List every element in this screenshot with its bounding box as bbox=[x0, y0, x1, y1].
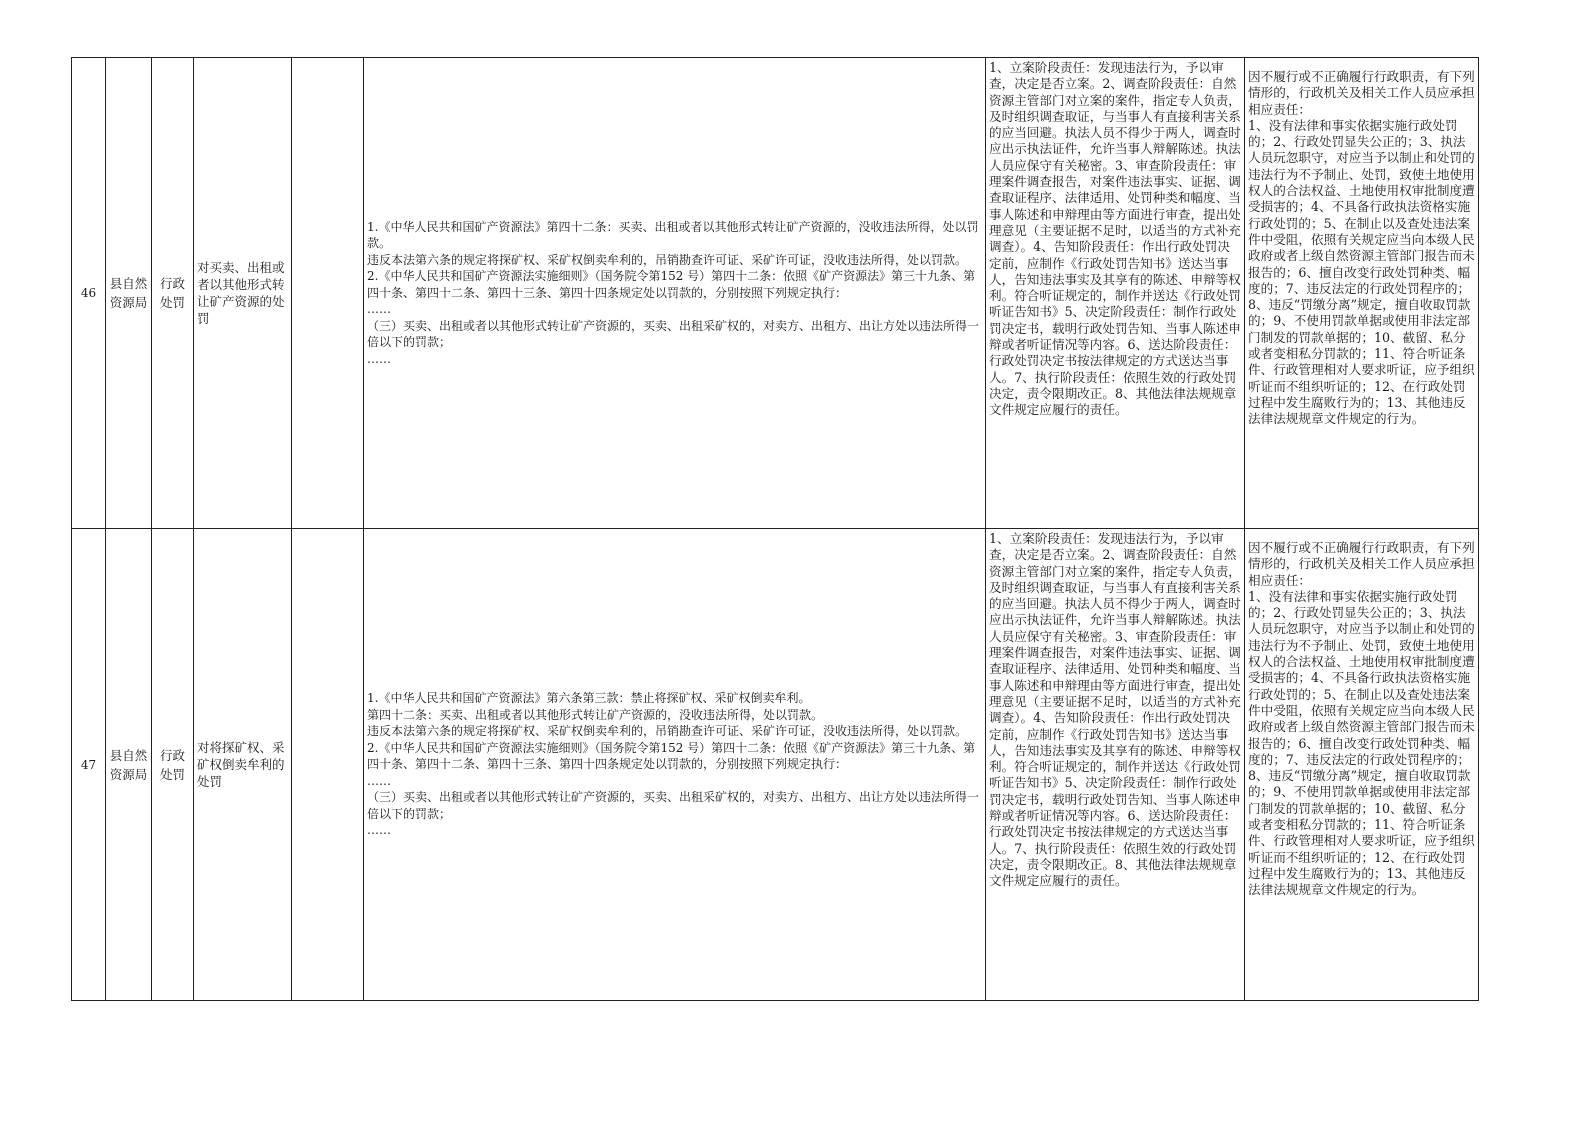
legal-basis-line: …… bbox=[367, 302, 391, 317]
item-name-cell: 对买卖、出租或者以其他形式转让矿产资源的处罚 bbox=[194, 58, 292, 529]
liability-intro: 因不履行或不正确履行行政职责，有下列情形的，行政机关及相关工作人员应承担相应责任： bbox=[1248, 540, 1475, 588]
legal-basis-line: 2.《中华人民共和国矿产资源法实施细则》（国务院令第152 号）第四十二条：依照《矿产资源法》第三十九条、第四十条、第四十二条、第四十三条、第四十四条规定处以罚款的，分别按照下列规定执行： bbox=[367, 269, 976, 300]
item-name-cell: 对将探矿权、采矿权倒卖牟利的处罚 bbox=[194, 529, 292, 1001]
sub-item-cell bbox=[292, 58, 364, 529]
category-cell: 行政处罚 bbox=[152, 529, 194, 1001]
table-row bbox=[72, 529, 1479, 1001]
category-cell: 行政处罚 bbox=[152, 58, 194, 529]
legal-basis-line: …… bbox=[367, 351, 391, 366]
liability-cell bbox=[1245, 529, 1479, 1001]
legal-basis-line: …… bbox=[367, 773, 391, 788]
legal-basis-line: 1.《中华人民共和国矿产资源法》第六条第三款：禁止将探矿权、采矿权倒卖牟利。 bbox=[367, 691, 811, 706]
legal-basis-line: 第四十二条：买卖、出租或者以其他形式转让矿产资源的，没收违法所得，处以罚款。 bbox=[367, 707, 824, 722]
legal-basis-line: 2.《中华人民共和国矿产资源法实施细则》（国务院令第152 号）第四十二条：依照《矿产资源法》第三十九条、第四十条、第四十二条、第四十三条、第四十四条规定处以罚款的，分别按照下列规定执行： bbox=[367, 740, 976, 772]
duty-cell: 1、立案阶段责任：发现违法行为，予以审查，决定是否立案。2、调查阶段责任：自然资源主管部门对立案的案件，指定专人负责，及时组织调查取证，与当事人有直接利害关系的应当回避。执法人员不得少于两人，调查时应出示执法证件，允许当事人辩解陈述。执法人员应保守有关秘密。3、审查阶段责任：审理案件调查报告，对案件违法事实、证据、调查取证程序、法律适用、处罚种类和幅度、当事人陈述和申辩理由等方面进行审查，提出处理意见（主要证据不足时，以适当的方式补充调查）。4、告知阶段责任：作出行政处罚决定前，应制作《行政处罚告知书》送达当事人，告知违法事实及其享有的陈述、申辩等权利。符合听证规定的，制作并送达《行政处罚听证告知书》5、决定阶段责任：制作行政处罚决定书，载明行政处罚告知、当事人陈述申辩或者听证情况等内容。6、送达阶段责任：行政处罚决定书按法律规定的方式送达当事人。7、执行阶段责任：依照生效的行政处罚决定，责令限期改正。8、其他法律法规规章文件规定应履行的责任。 bbox=[986, 529, 1245, 1001]
legal-basis-cell bbox=[364, 58, 986, 529]
legal-basis-line: 1.《中华人民共和国矿产资源法》第四十二条：买卖、出租或者以其他形式转让矿产资源的，没收违法所得，处以罚款。 bbox=[367, 219, 979, 251]
department-cell: 县自然资源局 bbox=[106, 529, 152, 1001]
liability-body: 1、没有法律和事实依据实施行政处罚的；2、行政处罚显失公正的；3、执法人员玩忽职守，对应当予以制止和处罚的违法行为不予制止、处罚，致使土地使用权人的合法权益、土地使用权审批制度遭受损害的；4、不具备行政执法资格实施行政处罚的；5、在制止以及查处违法案件中受阻，依照有关规定应当向本级人民政府或者上级自然资源主管部门报告而未报告的；6、擅自改变行政处罚种类、幅度的；7、违反法定的行政处罚程序的；8、违反“罚缴分离”规定，擅自收取罚款的；9、不使用罚款单据或使用非法定部门制发的罚款单据的；10、截留、私分或者变相私分罚款的；11、符合听证条件、行政管理相对人要求听证，应予组织听证而不组织听证的；12、在行政处罚过程中发生腐败行为的；13、其他违反法律法规规章文件规定的行为。 bbox=[1248, 117, 1475, 427]
legal-basis-line: （三）买卖、出租或者以其他形式转让矿产资源的，买卖、出租采矿权的，对卖方、出租方、出让方处以违法所得一倍以下的罚款； bbox=[367, 790, 980, 821]
row-number: 47 bbox=[72, 529, 106, 1001]
legal-basis-line: 违反本法第六条的规定将探矿权、采矿权倒卖牟利的，吊销勘查许可证、采矿许可证，没收违法所得，处以罚款。 bbox=[367, 724, 968, 739]
legal-basis-line: …… bbox=[367, 823, 391, 838]
row-number: 46 bbox=[72, 58, 106, 529]
liability-body: 1、没有法律和事实依据实施行政处罚的；2、行政处罚显失公正的；3、执法人员玩忽职守，对应当予以制止和处罚的违法行为不予制止、处罚，致使土地使用权人的合法权益、土地使用权审批制度遭受损害的；4、不具备行政执法资格实施行政处罚的；5、在制止以及查处违法案件中受阻，依照有关规定应当向本级人民政府或者上级自然资源主管部门报告而未报告的；6、擅自改变行政处罚种类、幅度的；7、违反法定的行政处罚程序的；8、违反“罚缴分离”规定，擅自收取罚款的；9、不使用罚款单据或使用非法定部门制发的罚款单据的；10、截留、私分或者变相私分罚款的；11、符合听证条件、行政管理相对人要求听证，应予组织听证而不组织听证的；12、在行政处罚过程中发生腐败行为的；13、其他违反法律法规规章文件规定的行为。 bbox=[1248, 588, 1475, 898]
table-row bbox=[72, 58, 1479, 529]
sub-item-cell bbox=[292, 529, 364, 1001]
legal-basis-cell bbox=[364, 529, 986, 1001]
duty-cell: 1、立案阶段责任：发现违法行为，予以审查，决定是否立案。2、调查阶段责任：自然资源主管部门对立案的案件，指定专人负责，及时组织调查取证，与当事人有直接利害关系的应当回避。执法人员不得少于两人，调查时应出示执法证件，允许当事人辩解陈述。执法人员应保守有关秘密。3、审查阶段责任：审理案件调查报告，对案件违法事实、证据、调查取证程序、法律适用、处罚种类和幅度、当事人陈述和申辩理由等方面进行审查，提出处理意见（主要证据不足时，以适当的方式补充调查）。4、告知阶段责任：作出行政处罚决定前，应制作《行政处罚告知书》送达当事人，告知违法事实及其享有的陈述、申辩等权利。符合听证规定的，制作并送达《行政处罚听证告知书》5、决定阶段责任：制作行政处罚决定书，载明行政处罚告知、当事人陈述申辩或者听证情况等内容。6、送达阶段责任：行政处罚决定书按法律规定的方式送达当事人。7、执行阶段责任：依照生效的行政处罚决定，责令限期改正。8、其他法律法规规章文件规定应履行的责任。 bbox=[986, 58, 1245, 529]
power-list-table bbox=[71, 57, 1479, 1001]
legal-basis-line: （三）买卖、出租或者以其他形式转让矿产资源的，买卖、出租采矿权的，对卖方、出租方、出让方处以违法所得一倍以下的罚款； bbox=[367, 318, 980, 350]
liability-cell bbox=[1245, 58, 1479, 529]
department-cell: 县自然资源局 bbox=[106, 58, 152, 529]
liability-intro: 因不履行或不正确履行行政职责，有下列情形的，行政机关及相关工作人员应承担相应责任： bbox=[1248, 69, 1475, 117]
legal-basis-line: 违反本法第六条的规定将探矿权、采矿权倒卖牟利的，吊销勘查许可证、采矿许可证，没收违法所得，处以罚款。 bbox=[367, 252, 968, 267]
